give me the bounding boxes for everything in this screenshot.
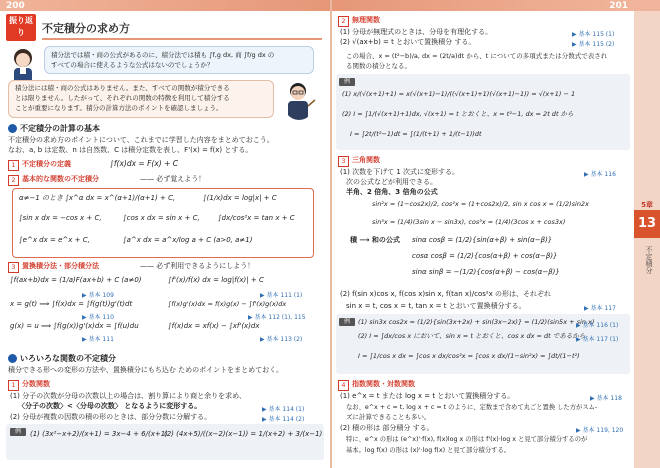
reference-link[interactable]: ▶ 基本 109 <box>82 292 114 299</box>
reference-link[interactable]: ▶ 基本 111 <box>82 336 114 343</box>
trig-rule-line: 半角、2 倍角、3 倍角の公式 <box>346 188 438 196</box>
irrational-rule-line: (2) √(ax+b) = t とおいて置換積分 する。 <box>340 38 476 46</box>
irrational-example-2: (2) I = ∫1/(√(x+1)+1)dx, √(x+1) = t とおくと、x = t²−1, dx = 2t dt から <box>342 110 574 118</box>
item-label-trig: 三角関数 <box>352 156 380 164</box>
product-to-sum-label: 積 ⟶ 和の公式 <box>350 236 400 244</box>
right-header-band <box>332 0 634 11</box>
formula-ax: ∫a^x dx = a^x/log a + C (a>0, a≠1) <box>123 236 253 244</box>
reference-link[interactable]: ▶ 基本 115 (2) <box>572 41 615 48</box>
teacher-avatar-icon <box>282 80 316 120</box>
fraction-example-2: (2) (4x+5)/((x−2)(x−1)) = 1/(x+2) + 3/(x−1) <box>164 430 323 438</box>
trig-example-1: (1) sin3x cos2x = (1/2){sin(3x+2x) + sin(3x−2x)} = (1/2)(sin5x + sin x) <box>358 318 595 326</box>
review-tag: 振り返り <box>6 14 36 41</box>
left-page-number: 200 <box>6 1 25 11</box>
item-note: —— 必ず利用できるようにしよう！ <box>140 262 255 270</box>
student-line-2: すべての場合に使えるような公式はないのでしょうか？ <box>51 61 214 69</box>
fraction-example-box <box>6 424 324 460</box>
example-tag: 例 <box>10 428 26 436</box>
rule-log-derivative: ∫f'(x)/f(x) dx = log|f(x)| + C <box>168 276 264 284</box>
example-tag: 例 <box>339 318 355 326</box>
section-body-line: なお、a, b は定数、n は自然数、C は積分定数を表し、F'(x) = f(x) とする。 <box>8 146 253 154</box>
item-number-3: 3 <box>338 156 349 167</box>
teacher-line-2: とは限りません。したがって、それぞれの関数の特徴を利用して積分する <box>15 94 230 102</box>
item-note: —— 必ず覚えよう！ <box>140 175 206 183</box>
example-tag: 例 <box>339 78 355 86</box>
teacher-line-3: ことが重要になります。積分の計算方法のポイントを確認しましょう。 <box>15 104 223 112</box>
exp-rule-line: 特に、e^x の形は (e^x)'·f(x), f(x)log x の形は f'(x)·log x と見て部分積分するのが <box>346 436 588 443</box>
item-number-4: 4 <box>338 380 349 391</box>
right-page <box>332 0 634 468</box>
rule-parts-x: ∫f(x)dx = xf(x) − ∫xf'(x)dx <box>168 322 260 330</box>
product-formula-3: sinα sinβ = −(1/2){cos(α+β) − cos(α−β)} <box>412 268 560 276</box>
irrational-example-1: (1) x/(√(x+1)+1) = x(√(x+1)−1)/((√(x+1)+1)(√(x+1)−1)) = √(x+1) − 1 <box>342 90 576 98</box>
definition-formula: ∫f(x)dx = F(x) + C <box>110 159 178 168</box>
reference-link[interactable]: ▶ 基本 113 (2) <box>260 336 303 343</box>
section-bullet-icon <box>8 354 17 363</box>
student-line-1: 積分法では積・商の公式があるのに、積分法では積も ∫f,g dx, 商 ∫f/g dx の <box>51 51 275 59</box>
chapter-number: 13 <box>634 210 660 238</box>
left-header-band <box>0 0 330 11</box>
formula-exp: ∫e^x dx = e^x + C, <box>19 236 90 244</box>
reference-link[interactable]: ▶ 基本 110 <box>82 314 114 321</box>
item-number-2: 2 <box>338 16 349 27</box>
item-label-irrational: 無理関数 <box>352 16 380 24</box>
reference-link[interactable]: ▶ 基本 116 (1) <box>576 322 619 329</box>
trig-example-3: I = ∫1/cos x dx = ∫cos x dx/cos²x = ∫cos x dx/(1−sin²x) = ∫dt/(1−t²) <box>358 352 580 360</box>
fraction-rule-line: (2) 分母が複数の因数の積の形のときは、部分分数に分解する。 <box>10 413 212 421</box>
fraction-rule-line: (1) 分子の次数が分母の次数以上の場合は、割り算により商と余りを求め、 <box>10 392 246 400</box>
item-number-2: 2 <box>8 175 19 186</box>
section-heading-basics: 不定積分の計算の基本 <box>20 124 100 133</box>
formula-sec2: ∫dx/cos²x = tan x + C <box>218 214 295 222</box>
section-body-line: 積分できる形への変形の方法や、置換積分にもち込む ためのポイントをまとめておく。 <box>8 366 283 374</box>
product-formula-1: sinα cosβ = (1/2){sin(α+β) + sin(α−β)} <box>412 236 553 244</box>
rule-linear-substitution: ∫f(ax+b)dx = (1/a)F(ax+b) + C (a≠0) <box>10 276 142 284</box>
reference-link[interactable]: ▶ 基本 111 (1) <box>260 292 303 299</box>
reference-link[interactable]: ▶ 基本 119, 120 <box>576 427 624 434</box>
student-speech-bubble <box>44 46 314 74</box>
exp-rule-line: (1) e^x = t または log x = t とおいて置換積分する。 <box>340 392 515 400</box>
item-label-definition: 不定積分の定義 <box>22 160 71 168</box>
reference-link[interactable]: ▶ 基本 117 (1) <box>576 336 619 343</box>
exp-rule-line: (2) 積の形は 部分積分 する。 <box>340 424 434 432</box>
formula-sin: ∫sin x dx = −cos x + C, <box>19 214 102 222</box>
page-title: 不定積分の求め方 <box>42 20 322 40</box>
formula-cos: ∫cos x dx = sin x + C, <box>123 214 200 222</box>
irrational-example-box <box>336 74 630 150</box>
teacher-speech-bubble <box>8 80 274 118</box>
section-body-line: 不定積分の求め方のポイントについて、これまでに学習した内容をまとめておこう。 <box>8 136 274 144</box>
rule-substitution-x: x = g(t) ⟹ ∫f(x)dx = ∫f(g(t))g'(t)dt <box>10 300 133 308</box>
chapter-title: 不定積分 <box>645 246 653 274</box>
rule-parts: ∫f(x)g'(x)dx = f(x)g(x) − ∫f'(x)g(x)dx <box>168 300 287 308</box>
trig-rule-line: sin x = t, cos x = t, tan x = t とおいて置換積分する。 <box>346 302 526 310</box>
rule-substitution-u: g(x) = u ⟹ ∫f(g(x))g'(x)dx = ∫f(u)du <box>10 322 139 330</box>
product-formula-2: cosα cosβ = (1/2){cos(α+β) + cos(α−β)} <box>412 252 558 260</box>
teacher-line-1: 積分法には積・商の公式はありません。また、すべての関数が積分できる <box>15 84 230 92</box>
trig-rule-line: (1) 次数を下げて 1 次式に変形する。 <box>340 168 460 176</box>
irrational-example-3: I = ∫2t/(t²−1)dt = ∫(1/(t+1) + 1/(t−1))dt <box>350 130 482 138</box>
trig-example-box <box>336 314 630 374</box>
formula-reciprocal: ∫(1/x)dx = log|x| + C <box>203 194 277 202</box>
irrational-rule-line: この場合、x = (t²−b)/a, dx = (2t/a)dt から、t についての多項式または分数式で表され <box>346 52 608 60</box>
item-number-1: 1 <box>8 380 19 391</box>
reference-link[interactable]: ▶ 基本 118 <box>590 395 622 402</box>
chapter-label: 5章 <box>641 201 653 209</box>
item-label-substitution: 置換積分法・部分積分法 <box>22 262 99 270</box>
irrational-rule-line: る関数の積分となる。 <box>346 62 411 70</box>
reference-link[interactable]: ▶ 基本 115 (1) <box>572 31 615 38</box>
reference-link[interactable]: ▶ 基本 114 (1) <box>262 406 305 413</box>
item-label-exp-log: 指数関数・対数関数 <box>352 380 415 388</box>
section-bullet-icon <box>8 124 17 133</box>
item-number-1: 1 <box>8 160 19 171</box>
reference-link[interactable]: ▶ 基本 114 (2) <box>262 416 305 423</box>
exp-rule-line: 基本。log f(x) の形は (x)'·log f(x) と見て部分積分する。 <box>346 447 511 454</box>
right-page-number: 201 <box>609 1 628 11</box>
half-angle-formulas: sin²x = (1−cos2x)/2, cos²x = (1+cos2x)/2, sin x cos x = (1/2)sin2x <box>372 200 589 208</box>
exp-rule-line: ズに計算できることも多い。 <box>346 413 431 421</box>
side-band <box>634 0 660 11</box>
reference-link[interactable]: ▶ 基本 117 <box>584 305 616 312</box>
reference-link[interactable]: ▶ 基本 112 (1), 115 <box>248 314 306 321</box>
trig-rule-line: 次の公式などが利用できる。 <box>346 178 437 186</box>
trig-example-2: (2) I = ∫dx/cos x において、sin x = t とおくと、cos x dx = dt であるから <box>358 332 586 340</box>
exp-rule-line: なお、e^x + c = t, log x + c = t のように、定数まで含めて丸ごと置換 した方がスム- <box>346 404 598 411</box>
trig-rule-line: (2) f(sin x)cos x, f(cos x)sin x, f(tan x)/cos²x の形は、それぞれ <box>340 290 552 298</box>
fraction-example-1: (1) (3x²−x+2)/(x+1) = 3x−4 + 6/(x+1) <box>30 430 168 438</box>
formula-power: α≠−1 のとき ∫x^α dx = x^(α+1)/(α+1) + C, <box>19 194 176 202</box>
section-heading-various: いろいろな関数の不定積分 <box>20 354 116 363</box>
basic-formula-box <box>12 188 314 258</box>
item-number-3: 3 <box>8 262 19 273</box>
chapter-side-tab[interactable] <box>634 0 660 468</box>
item-label-basic-integrals: 基本的な関数の不定積分 <box>22 175 99 183</box>
item-label-fraction: 分数関数 <box>22 380 50 388</box>
fraction-rule-line: 〈分子の次数〉<〈分母の次数〉 となるように変形する。 <box>18 402 202 410</box>
reference-link[interactable]: ▶ 基本 116 <box>584 171 616 178</box>
triple-angle-formulas: sin³x = (1/4)(3sin x − sin3x), cos³x = (1/4)(3cos x + cos3x) <box>372 218 566 226</box>
irrational-rule-line: (1) 分母が無理式のときは、分母を有理化する。 <box>340 28 493 36</box>
